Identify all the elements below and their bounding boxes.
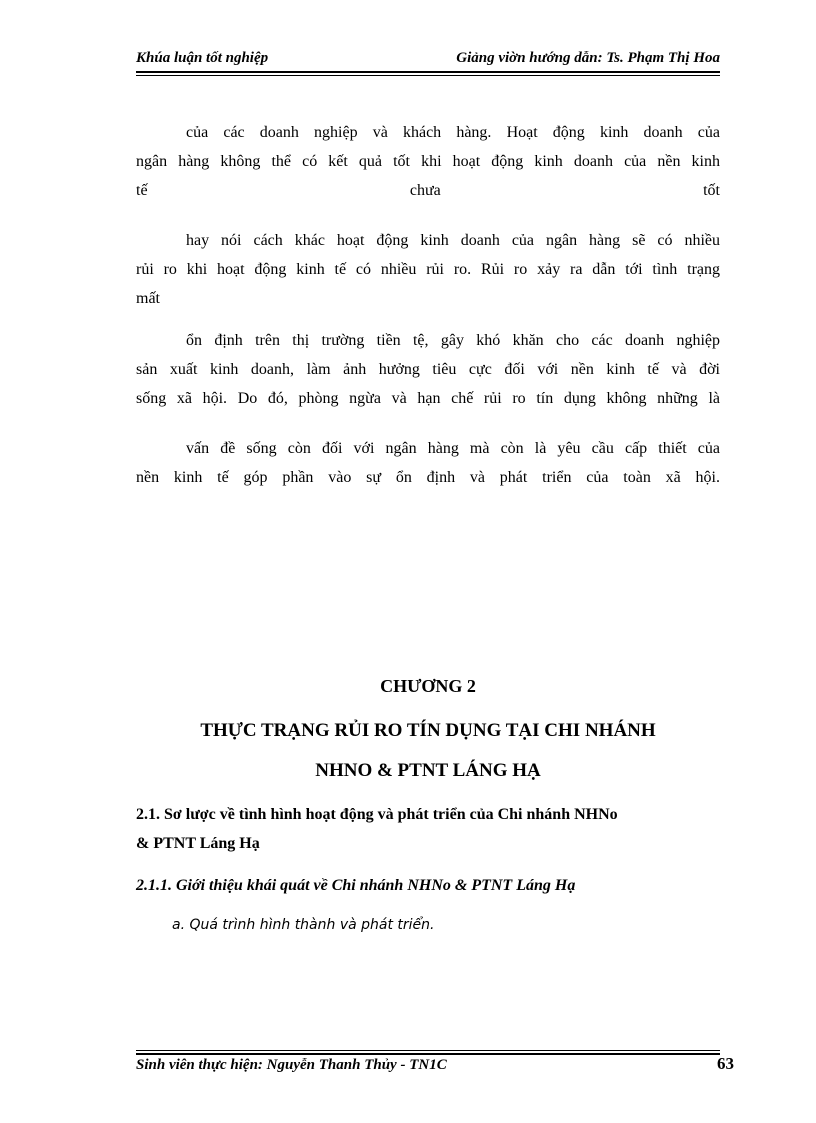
body-line: vấn đề sống còn đối với ngân hàng mà còn là yêu cầu cấp thiết của xyxy=(186,440,720,457)
chapter-title-line1: THỰC TRẠNG RỦI RO TÍN DỤNG TẠI CHI NHÁNH xyxy=(200,720,656,741)
body-line: mất xyxy=(136,290,160,307)
page-number: 63 xyxy=(717,1054,734,1073)
header-advisor-label: Giảng viờn hướng dẫn: Ts. Phạm Thị Hoa xyxy=(456,50,720,66)
section-heading xyxy=(136,800,720,858)
body-paragraph-2 xyxy=(136,226,720,313)
body-line: rủi ro khi hoạt động kinh tế có nhiều rủi ro. Rủi ro xảy ra dẫn tới tình trạng xyxy=(136,261,720,278)
chapter-number: CHƯƠNG 2 xyxy=(380,676,476,696)
list-item-a: a. Quá trình hình thành và phát triển. xyxy=(172,917,435,933)
chapter-title-line2: NHNO & PTNT LÁNG HẠ xyxy=(315,760,541,781)
body-line: ổn định trên thị trường tiền tệ, gây khó khăn cho các doanh nghiệp xyxy=(186,332,720,349)
body-line: của các doanh nghiệp và khách hàng. Hoạt động kinh doanh của xyxy=(186,124,720,141)
body-paragraph-1 xyxy=(136,118,720,205)
body-paragraph-4 xyxy=(136,434,720,492)
page-header xyxy=(136,48,720,72)
footer-student-label: Sinh viên thực hiện: Nguyễn Thanh Thủy - TN1C xyxy=(136,1057,447,1073)
body-line: hay nói cách khác hoạt động kinh doanh của ngân hàng sẽ có nhiều xyxy=(186,232,720,249)
section-heading-line2: & PTNT Láng Hạ xyxy=(136,835,260,852)
body-line: sản xuất kinh doanh, làm ảnh hưởng tiêu cực đối với nền kinh tế và đời xyxy=(136,361,720,378)
body-line: nền kinh tế góp phần vào sự ổn định và phát triển của toàn xã hội. xyxy=(136,469,720,486)
body-line: ngân hàng không thể có kết quả tốt khi hoạt động kinh doanh của nền kinh xyxy=(136,153,720,170)
body-line: tế chưa tốt xyxy=(136,182,720,199)
footer-divider xyxy=(136,1050,720,1055)
body-line: sống xã hội. Do đó, phòng ngừa và hạn chế rủi ro tín dụng không những là xyxy=(136,390,720,407)
section-heading-line1: 2.1. Sơ lược về tình hình hoạt động và phát triển của Chi nhánh NHNo xyxy=(136,806,618,823)
subsection-heading: 2.1.1. Giới thiệu khái quát về Chi nhánh NHNo & PTNT Láng Hạ xyxy=(136,877,576,894)
header-thesis-label: Khúa luận tốt nghiệp xyxy=(136,50,269,66)
header-divider xyxy=(136,71,720,76)
body-paragraph-3 xyxy=(136,326,720,413)
